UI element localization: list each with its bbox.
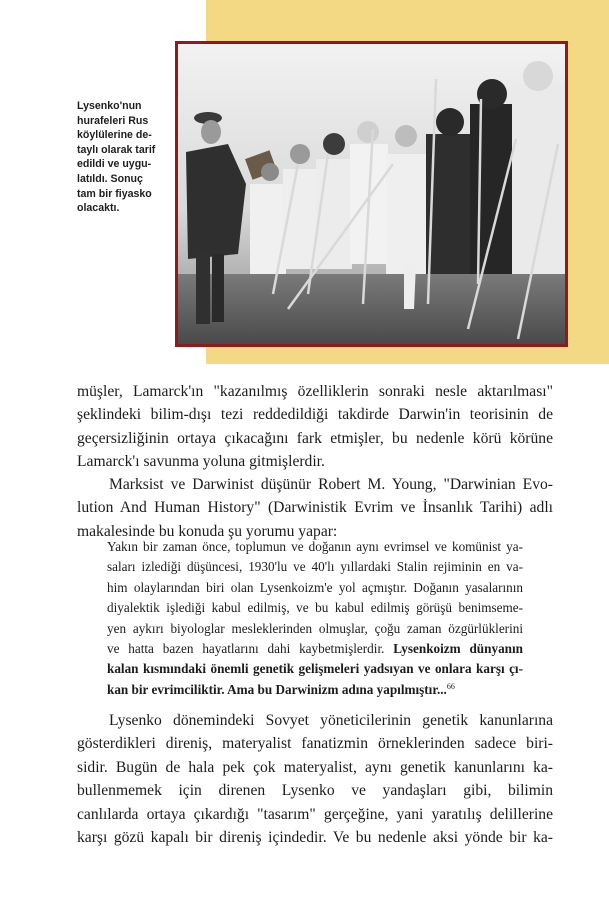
paragraph-soviet bbox=[77, 709, 553, 849]
quote-final-line bbox=[107, 680, 523, 700]
quote-line: him olaylarından biri olan Lysenkoizm'e yol açmıştır. Doğanın yasalarının bbox=[107, 579, 523, 595]
text-line: makalesinde bu konuda şu yorumu yapar: bbox=[77, 522, 338, 540]
caption-line: taylı olarak tarif bbox=[77, 143, 156, 156]
caption-line: Lysenko'nun bbox=[77, 100, 142, 112]
block-quote bbox=[107, 537, 523, 700]
text-line: karşı gözü kapalı bir direniş içindedir. Ve bu nedenle aksi yönde bir ka- bbox=[77, 828, 553, 846]
caption-line: tam bir fiyasko bbox=[77, 187, 152, 200]
text-line: Lamarck'ı savunma yoluna gitmişlerdir. bbox=[77, 453, 325, 471]
quote-line-mixed bbox=[107, 639, 523, 659]
caption-line: hurafeleri Rus bbox=[77, 114, 149, 127]
quote-line: yen aykırı biyologlar mesleklerinden olmuşlar, çoğu zaman özgürlüklerini bbox=[107, 620, 523, 636]
text-line: geçersizliğinin ortaya çıkacağını fark etmişler, bu nedenle körü körüne bbox=[77, 429, 553, 447]
text-line: gösterdikleri direniş, materyalist fanatizmin örneklerinden sadece biri- bbox=[77, 735, 553, 753]
caption-line: latıldı. Sonuç bbox=[77, 172, 143, 185]
quote-text: ve hatta bazen hayatlarını dahi kaybetmişlerdir. bbox=[107, 640, 394, 656]
quote-emphasis: Lysenkoizm dünyanın bbox=[393, 640, 523, 656]
text-line: canlılarda ortaya çıkardığı "tasarım" gerçeğine, yani yaratılış delillerine bbox=[77, 805, 553, 823]
quote-emphasis: kan bir evrimciliktir. Ama bu Darwinizm adına yapılmıştır... bbox=[107, 681, 447, 697]
caption-line: köylülerine de- bbox=[77, 129, 152, 142]
text-line: sidir. Bugün de hala pek çok materyalist, aynı genetik kanunlarını ka- bbox=[77, 758, 553, 776]
caption-line: olacaktı. bbox=[77, 202, 120, 215]
quote-line: saları izlediği düşüncesi, 1930'lu ve 40'lı yıllardaki Stalin rejiminin en va- bbox=[107, 559, 523, 575]
text-line: Lysenko dönemindeki Sovyet yöneticilerinin genetik kanunlarına bbox=[109, 712, 553, 729]
text-line: Marksist ve Darwinist düşünür Robert M. Young, "Darwinian Evo- bbox=[109, 476, 553, 493]
text-line: şeklindeki bilim-dışı tezi reddedildiği takdirde Darwin'in teorisinin de bbox=[77, 406, 553, 424]
quote-emphasis-line: kalan kısmındaki önemli genetik gelişmeleri yadsıyan ve onlara karşı çı- bbox=[107, 661, 523, 677]
photo-caption bbox=[77, 99, 173, 216]
quote-line: diyalektik işlediği kabul edilmiş, ve bu kabul edilmiş görüşü benimseme- bbox=[107, 600, 523, 616]
quote-line: Yakın bir zaman önce, toplumun ve doğanın aynı evrimsel ve komünist ya- bbox=[107, 539, 523, 554]
photo-illustration bbox=[178, 44, 565, 344]
footnote-reference[interactable]: 66 bbox=[446, 681, 455, 691]
caption-line: edildi ve uygu- bbox=[77, 158, 152, 171]
paragraph-lamarck bbox=[77, 380, 553, 474]
paragraph-young bbox=[77, 473, 553, 543]
text-line: müşler, Lamarck'ın "kazanılmış özelliklerin sonraki nesle aktarılması" bbox=[77, 383, 553, 400]
text-line: bullenmemek için direnen Lysenko ve yandaşları gibi, bilimin bbox=[77, 782, 553, 800]
historical-photo bbox=[175, 41, 568, 347]
text-line: lution And Human History" (Darwinistik Evrim ve İnsanlık Tarihi) adlı bbox=[77, 499, 553, 517]
